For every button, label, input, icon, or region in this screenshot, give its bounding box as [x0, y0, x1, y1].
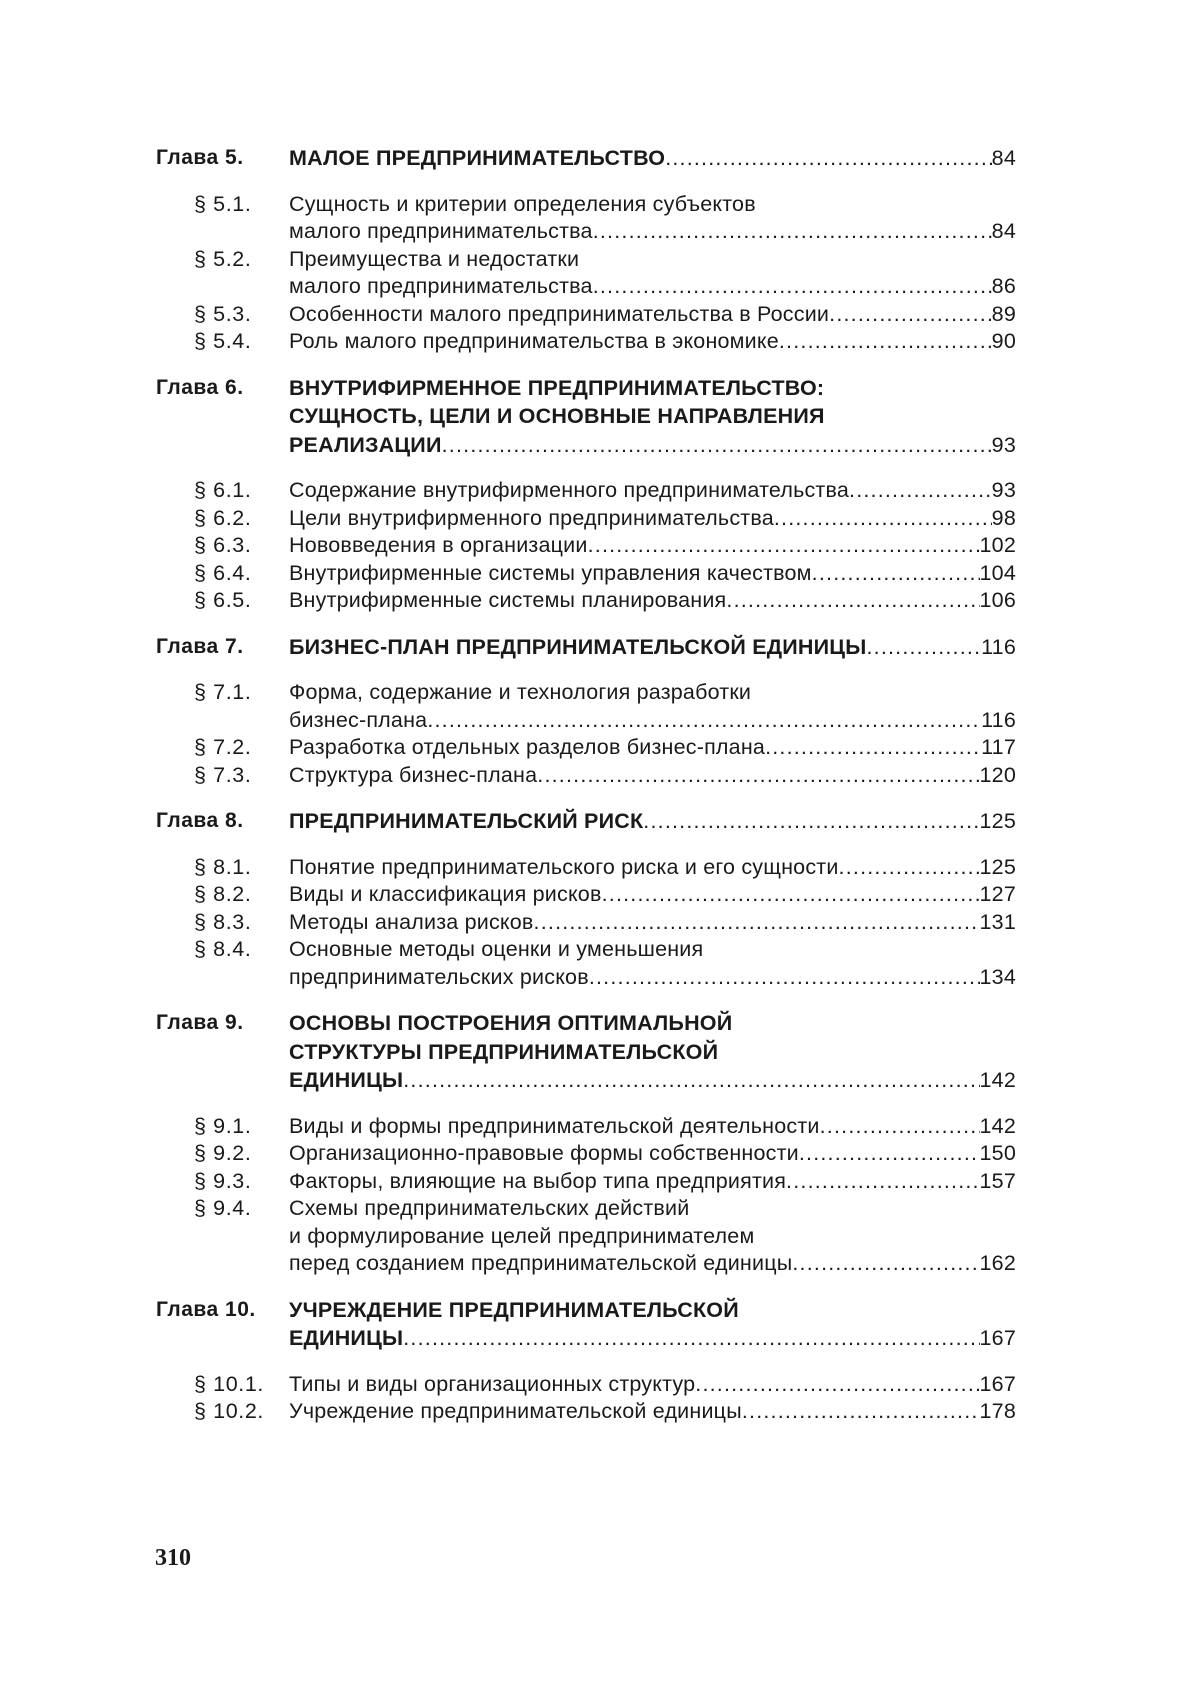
dot-leader	[812, 560, 980, 588]
section-entry	[156, 1168, 1016, 1196]
dot-leader	[643, 807, 979, 836]
title-text: Нововведения в организации	[289, 533, 588, 557]
title-text: Цели внутрифирменного предпринимательства	[289, 505, 774, 530]
entry-title	[289, 1371, 1016, 1399]
title-line-last	[289, 1324, 1016, 1353]
entry-title	[289, 505, 1016, 533]
title-line-last	[289, 1398, 1016, 1426]
title-line-last	[289, 734, 1016, 762]
section-entry	[156, 936, 1016, 991]
page-ref: 167	[979, 1326, 1016, 1350]
title-line: Форма, содержание и технология разработки	[289, 680, 752, 704]
section-entry	[156, 881, 1016, 909]
title-line-last	[289, 144, 1016, 173]
dot-leader	[593, 218, 992, 246]
page-ref: 127	[979, 882, 1016, 906]
entry-title	[289, 374, 1016, 460]
section-number: § 9.3.	[194, 1168, 252, 1193]
page-ref: 117	[981, 735, 1016, 759]
title-text: перед созданием предпринимательской единицы	[289, 1251, 793, 1275]
entry-title	[289, 762, 1016, 790]
entry-title	[289, 246, 1016, 301]
section-number: § 5.1.	[194, 191, 252, 216]
title-text: Разработка отдельных разделов бизнес-плана	[289, 735, 766, 759]
entry-title	[289, 1296, 1016, 1353]
title-line-last	[289, 1066, 1016, 1095]
title-line: Преимущества и недостатки	[289, 246, 580, 271]
title-line-last	[289, 1168, 1016, 1196]
entry-title	[289, 1113, 1016, 1141]
title-line-last	[289, 707, 1016, 735]
title-text: малого предпринимательства	[289, 274, 593, 298]
title-text: Содержание внутрифирменного предпринимательства	[289, 478, 850, 502]
title-line-last	[289, 218, 1016, 246]
page-ref: 178	[979, 1399, 1016, 1423]
title-text: предпринимательских рисков	[289, 964, 589, 989]
page-ref: 142	[979, 1068, 1016, 1092]
title-line: Основные методы оценки и уменьшения	[289, 937, 704, 961]
dot-leader	[742, 1398, 980, 1426]
entry-title	[289, 477, 1016, 505]
title-text: РЕАЛИЗАЦИИ	[289, 432, 442, 457]
title-text: малого предпринимательства	[289, 219, 593, 243]
entry-title	[289, 144, 1016, 173]
section-number: § 7.2.	[194, 735, 252, 759]
entry-title	[289, 909, 1016, 937]
title-line: ВНУТРИФИРМЕННОЕ ПРЕДПРИНИМАТЕЛЬСТВО:	[289, 375, 825, 400]
dot-leader	[403, 1066, 979, 1095]
title-text: МАЛОЕ ПРЕДПРИНИМАТЕЛЬСТВО	[289, 146, 666, 170]
dot-leader	[839, 854, 980, 882]
title-text: Внутрифирменные системы управления качеством	[289, 560, 812, 585]
title-text: Виды и формы предпринимательской деятельности	[289, 1113, 820, 1138]
dot-leader	[799, 1140, 980, 1168]
entry-title	[289, 734, 1016, 762]
title-line-last	[289, 587, 1016, 615]
section-entry	[156, 328, 1016, 356]
section-number: § 8.4.	[194, 937, 252, 961]
title-line-last	[289, 909, 1016, 937]
entry-title	[289, 191, 1016, 246]
page-ref: 90	[991, 329, 1016, 353]
page-ref: 116	[981, 707, 1016, 732]
chapter-entry	[156, 1296, 1016, 1353]
section-number: § 9.4.	[194, 1196, 252, 1220]
title-text: бизнес-плана	[289, 707, 428, 732]
page-ref: 86	[991, 274, 1016, 298]
page-ref: 93	[991, 432, 1016, 457]
section-number: § 10.2.	[194, 1399, 264, 1423]
entry-title	[289, 301, 1016, 329]
dot-leader	[537, 762, 979, 790]
section-number: § 8.1.	[194, 854, 252, 879]
dot-leader	[774, 505, 992, 533]
title-line-last	[289, 1250, 1016, 1278]
entry-title	[289, 1009, 1016, 1095]
section-number: § 7.3.	[194, 762, 252, 787]
page-ref: 84	[991, 219, 1016, 243]
chapter-number: Глава 8.	[156, 809, 244, 832]
title-line-last	[289, 1140, 1016, 1168]
dot-leader	[849, 477, 992, 505]
section-entry	[156, 1113, 1016, 1141]
title-line: и формулирование целей предпринимателем	[289, 1223, 755, 1248]
title-line: СТРУКТУРЫ ПРЕДПРИНИМАТЕЛЬСКОЙ	[289, 1039, 719, 1064]
chapter-entry	[156, 633, 1016, 662]
entry-title	[289, 560, 1016, 588]
title-line-last	[289, 1113, 1016, 1141]
title-line: СУЩНОСТЬ, ЦЕЛИ И ОСНОВНЫЕ НАПРАВЛЕНИЯ	[289, 404, 825, 428]
page-ref: 84	[991, 146, 1016, 170]
section-entry	[156, 560, 1016, 588]
section-number: § 6.4.	[194, 560, 252, 585]
page-ref: 89	[991, 301, 1016, 326]
page-ref: 167	[979, 1371, 1016, 1396]
section-number: § 7.1.	[194, 680, 252, 704]
entry-title	[289, 587, 1016, 615]
page-ref: 120	[979, 762, 1016, 787]
page-ref: 104	[979, 560, 1016, 585]
title-text: Особенности малого предпринимательства в России	[289, 301, 830, 326]
title-line-last	[289, 560, 1016, 588]
section-entry	[156, 1371, 1016, 1399]
title-text: Роль малого предпринимательства в экономике	[289, 329, 779, 353]
section-number: § 10.1.	[194, 1371, 264, 1396]
page-ref: 157	[979, 1168, 1016, 1193]
page-ref: 134	[979, 964, 1016, 989]
section-entry	[156, 477, 1016, 505]
section-entry	[156, 191, 1016, 246]
chapter-entry	[156, 374, 1016, 460]
chapter-number: Глава 5.	[156, 146, 244, 169]
page-ref: 150	[979, 1141, 1016, 1165]
section-number: § 5.4.	[194, 329, 252, 353]
title-line: Сущность и критерии определения субъектов	[289, 191, 756, 216]
title-line-last	[289, 273, 1016, 301]
entry-title	[289, 854, 1016, 882]
page-ref: 93	[991, 478, 1016, 502]
entry-title	[289, 881, 1016, 909]
section-entry	[156, 1140, 1016, 1168]
title-line-last	[289, 431, 1016, 460]
chapter-number: Глава 9.	[156, 1011, 244, 1034]
section-number: § 9.2.	[194, 1141, 252, 1165]
title-text: ЕДИНИЦЫ	[289, 1326, 404, 1350]
title-line-last	[289, 1371, 1016, 1399]
table-of-contents	[156, 144, 1016, 1426]
section-entry	[156, 734, 1016, 762]
title-text: Методы анализа рисков	[289, 909, 534, 934]
section-entry	[156, 301, 1016, 329]
title-text: Виды и классификация рисков	[289, 882, 602, 906]
section-number: § 6.1.	[194, 478, 252, 502]
title-line-last	[289, 881, 1016, 909]
page-ref: 125	[979, 809, 1016, 833]
entry-title	[289, 1168, 1016, 1196]
entry-title	[289, 807, 1016, 836]
entry-title	[289, 1140, 1016, 1168]
title-text: БИЗНЕС-ПЛАН ПРЕДПРИНИМАТЕЛЬСКОЙ ЕДИНИЦЫ	[289, 634, 867, 659]
chapter-number: Глава 6.	[156, 375, 244, 399]
title-text: Учреждение предпринимательской единицы	[289, 1399, 742, 1423]
section-number: § 8.2.	[194, 882, 252, 906]
dot-leader	[427, 707, 981, 735]
section-entry	[156, 1195, 1016, 1278]
entry-title	[289, 532, 1016, 560]
chapter-entry	[156, 807, 1016, 836]
title-line-last	[289, 964, 1016, 992]
entry-title	[289, 328, 1016, 356]
dot-leader	[695, 1371, 979, 1399]
page-ref: 162	[979, 1251, 1016, 1275]
title-line-last	[289, 532, 1016, 560]
dot-leader	[765, 734, 981, 762]
dot-leader	[602, 881, 980, 909]
section-entry	[156, 1398, 1016, 1426]
entry-title	[289, 633, 1016, 662]
section-number: § 9.1.	[194, 1113, 252, 1138]
title-line: Схемы предпринимательских действий	[289, 1196, 690, 1220]
section-entry	[156, 505, 1016, 533]
dot-leader	[593, 273, 992, 301]
dot-leader	[442, 431, 992, 460]
dot-leader	[726, 587, 979, 615]
section-number: § 8.3.	[194, 909, 252, 934]
title-text: ПРЕДПРИНИМАТЕЛЬСКИЙ РИСК	[289, 809, 644, 833]
dot-leader	[829, 301, 992, 329]
dot-leader	[588, 532, 980, 560]
title-text: Факторы, влияющие на выбор типа предприятия	[289, 1168, 787, 1193]
title-line-last	[289, 807, 1016, 836]
dot-leader	[665, 144, 991, 173]
section-entry	[156, 854, 1016, 882]
section-entry	[156, 532, 1016, 560]
dot-leader	[589, 964, 980, 992]
page-ref: 106	[979, 588, 1016, 612]
chapter-number: Глава 10.	[156, 1297, 256, 1321]
dot-leader	[534, 909, 980, 937]
page-ref: 125	[979, 854, 1016, 879]
title-text: Организационно-правовые формы собственности	[289, 1141, 799, 1165]
title-text: Типы и виды организационных структур	[289, 1371, 696, 1396]
chapter-entry	[156, 1009, 1016, 1095]
section-number: § 6.5.	[194, 588, 252, 612]
title-line-last	[289, 301, 1016, 329]
dot-leader	[866, 633, 981, 662]
page-ref: 142	[979, 1113, 1016, 1138]
dot-leader	[779, 328, 992, 356]
chapter-entry	[156, 144, 1016, 173]
entry-title	[289, 936, 1016, 991]
section-entry	[156, 587, 1016, 615]
section-entry	[156, 909, 1016, 937]
dot-leader	[786, 1168, 979, 1196]
entry-title	[289, 1195, 1016, 1278]
entry-title	[289, 679, 1016, 734]
chapter-number: Глава 7.	[156, 634, 244, 658]
title-line-last	[289, 477, 1016, 505]
page-ref: 98	[991, 505, 1016, 530]
title-line-last	[289, 328, 1016, 356]
entry-title	[289, 1398, 1016, 1426]
section-entry	[156, 679, 1016, 734]
title-line-last	[289, 505, 1016, 533]
title-line: УЧРЕЖДЕНИЕ ПРЕДПРИНИМАТЕЛЬСКОЙ	[289, 1297, 739, 1322]
section-entry	[156, 246, 1016, 301]
dot-leader	[403, 1324, 979, 1353]
title-line-last	[289, 633, 1016, 662]
section-entry	[156, 762, 1016, 790]
page-ref: 102	[979, 533, 1016, 557]
title-text: Структура бизнес-плана	[289, 762, 538, 787]
title-line-last	[289, 762, 1016, 790]
title-line-last	[289, 854, 1016, 882]
section-number: § 5.3.	[194, 301, 252, 326]
page-number: 310	[155, 1545, 191, 1571]
section-number: § 6.3.	[194, 533, 252, 557]
section-number: § 6.2.	[194, 505, 252, 530]
dot-leader	[792, 1250, 979, 1278]
page-ref: 131	[979, 909, 1016, 934]
section-number: § 5.2.	[194, 246, 252, 271]
title-text: Внутрифирменные системы планирования	[289, 588, 727, 612]
title-text: Понятие предпринимательского риска и его сущности	[289, 854, 839, 879]
title-line: ОСНОВЫ ПОСТРОЕНИЯ ОПТИМАЛЬНОЙ	[289, 1011, 733, 1035]
title-text: ЕДИНИЦЫ	[289, 1068, 404, 1092]
dot-leader	[820, 1113, 980, 1141]
page-ref: 116	[981, 634, 1016, 659]
